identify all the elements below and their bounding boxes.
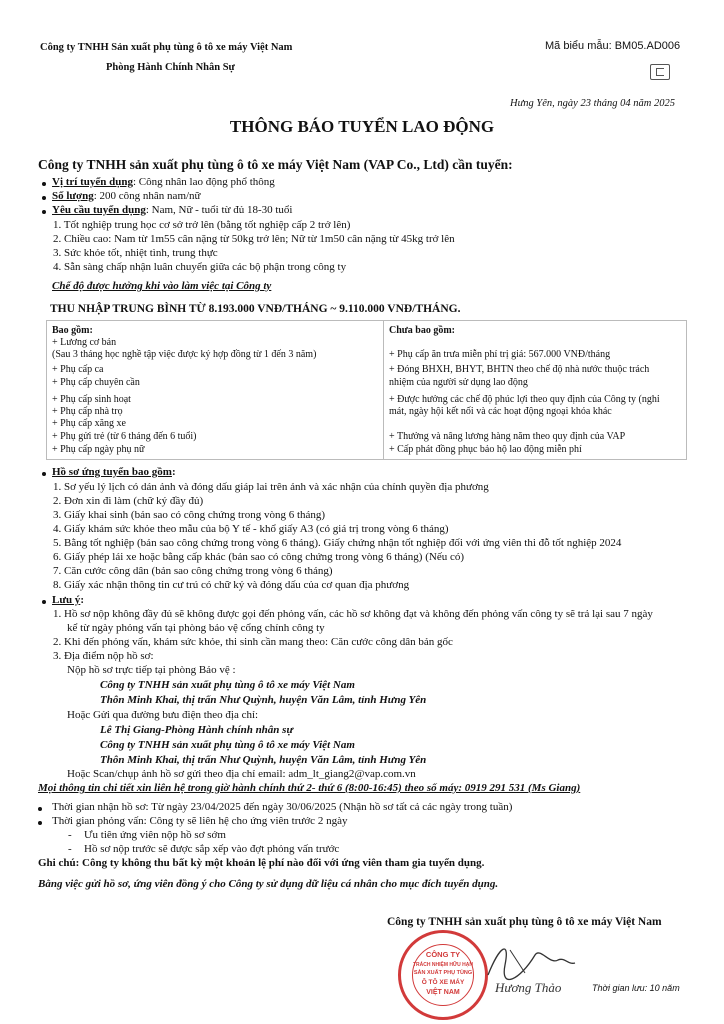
bullet-icon (42, 472, 46, 476)
quantity-line: Số lượng: 200 công nhân nam/nữ (52, 190, 201, 202)
table-cell: + Được hưởng các chế độ phúc lợi theo quy định của Công ty (nghỉ (389, 394, 660, 405)
table-cell: nhiệm của người sử dụng lao động (389, 377, 528, 388)
list-item: 3. Địa điểm nộp hồ sơ: (53, 650, 154, 662)
company-address: Thôn Minh Khai, thị trấn Như Quỳnh, huyện Văn Lâm, tỉnh Hưng Yên (100, 694, 427, 706)
table-right-header: Chưa bao gồm: (389, 325, 456, 336)
list-item: 2. Chiều cao: Nam từ 1m55 cân nặng từ 50kg trở lên; Nữ từ 1m50 cân nặng từ 45kg trở lên (53, 233, 455, 245)
documents-heading: Hồ sơ ứng tuyển bao gồm: (52, 466, 176, 478)
retention-time: Thời gian lưu: 10 năm (592, 983, 680, 993)
post-submit: Hoặc Gửi qua đường bưu điện theo địa chỉ: (67, 709, 259, 721)
fee-note: Ghi chú: Công ty không thu bất kỳ một khoản lệ phí nào đối với ứng viên tham gia tuyển dụng. (38, 857, 485, 869)
bullet-icon (42, 600, 46, 604)
list-item: 5. Bằng tốt nghiệp (bản sao công chứng trong vòng 6 tháng). Giấy chứng nhận tốt nghiệp đối với ứng viên thi đỗ tốt nghiệp 2024 (53, 537, 622, 549)
signature-scribble-icon (480, 935, 580, 985)
stamp-text: TRÁCH NHIỆM HỮU HẠN (413, 962, 473, 968)
bullet-icon (42, 210, 46, 214)
date-line: Hưng Yên, ngày 23 tháng 04 năm 2025 (510, 98, 675, 109)
bullet-icon (42, 182, 46, 186)
table-cell: + Phụ cấp chuyên cần (52, 377, 140, 388)
list-item: 3. Sức khỏe tốt, nhiệt tình, trung thực (53, 247, 218, 259)
header-company: Công ty TNHH Sản xuất phụ tùng ô tô xe máy Việt Nam (40, 42, 293, 53)
table-cell: + Cấp phát đồng phục bảo hộ lao động miễn phí (389, 444, 582, 455)
income-line: THU NHẬP TRUNG BÌNH TỪ 8.193.000 VNĐ/THÁNG ~ 9.110.000 VNĐ/THÁNG. (50, 303, 461, 315)
stamp-text: Ô TÔ XE MÁY (421, 979, 465, 986)
table-cell: + Thưởng và nâng lương hàng năm theo quy định của VAP (389, 431, 626, 442)
table-left-header: Bao gồm: (52, 325, 93, 336)
signature-company: Công ty TNHH sản xuất phụ tùng ô tô xe máy Việt Nam (387, 916, 662, 928)
form-code: Mã biểu mẫu: BM05.AD006 (545, 40, 681, 52)
bullet-icon (42, 196, 46, 200)
table-cell: + Đóng BHXH, BHYT, BHTN theo chế độ nhà nước thuộc trách (389, 364, 650, 375)
list-item: Hồ sơ nộp trước sẽ được sắp xếp vào đợt phỏng vấn trước (84, 843, 340, 855)
table-cell: + Phụ cấp ăn trưa miễn phí trị giá: 567.000 VNĐ/tháng (389, 349, 611, 360)
stamp-text: SẢN XUẤT PHỤ TÙNG (413, 970, 473, 976)
contact-person: Lê Thị Giang-Phòng Hành chính nhân sự (100, 724, 294, 736)
requirements-line: Yêu cầu tuyển dụng: Nam, Nữ - tuổi từ đủ 18-30 tuổi (52, 204, 293, 216)
list-item: 4. Giấy khám sức khỏe theo mẫu của bộ Y tế - khổ giấy A3 (có giá trị trong vòng 6 tháng) (53, 523, 449, 535)
header-department: Phòng Hành Chính Nhân Sự (106, 62, 235, 73)
interview-time: Thời gian phỏng vấn: Công ty sẽ liên hệ cho ứng viên trước 2 ngày (52, 815, 348, 827)
company-address: Thôn Minh Khai, thị trấn Như Quỳnh, huyện Văn Lâm, tỉnh Hưng Yên (100, 754, 427, 766)
benefits-heading: Chế độ được hưởng khi vào làm việc tại Công ty (52, 280, 272, 292)
signer-name: Hương Thảo (495, 980, 562, 995)
list-item: 2. Đơn xin đi làm (chữ ký đầy đủ) (53, 495, 204, 507)
company-name: Công ty TNHH sản xuất phụ tùng ô tô xe máy Việt Nam (100, 739, 355, 751)
list-item: 8. Giấy xác nhận thông tin cư trú có chữ ký và đóng dấu của cơ quan địa phương (53, 579, 410, 591)
table-cell: + Phụ gửi trẻ (từ 6 tháng đến 6 tuổi) (52, 431, 197, 442)
table-cell: + Phụ cấp ca (52, 364, 104, 375)
table-cell: (Sau 3 tháng học nghề tập việc được ký hợp đồng từ 1 đến 3 năm) (52, 349, 317, 360)
list-item: 1. Hồ sơ nộp không đầy đủ sẽ không được gọi đến phỏng vấn, các hồ sơ không đạt và không đến phỏng vấn công ty sẽ trả lại sau 7 ngày (53, 608, 653, 620)
table-cell: + Phụ cấp sinh hoạt (52, 394, 131, 405)
stamp-text: CÔNG TY (425, 950, 461, 959)
email-line: Hoặc Scan/chụp ảnh hồ sơ gửi theo địa chỉ email: adm_lt_giang2@vap.com.vn (67, 768, 416, 780)
intro-line: Công ty TNHH sản xuất phụ tùng ô tô xe máy Việt Nam (VAP Co., Ltd) cần tuyển: (38, 157, 513, 172)
receive-time: Thời gian nhận hồ sơ: Từ ngày 23/04/2025 đến ngày 30/06/2025 (Nhận hồ sơ tất cả các ngày trong tuần) (52, 801, 513, 813)
dash-icon: - (68, 843, 72, 855)
page-title: THÔNG BÁO TUYỂN LAO ĐỘNG (229, 117, 495, 136)
list-item: kể từ ngày phỏng vấn tại phòng bảo vệ cổng chính công ty (67, 622, 325, 634)
stamp-text: VIỆT NAM (426, 989, 460, 996)
list-item: 1. Tốt nghiệp trung học cơ sở trở lên (bằng tốt nghiệp cấp 2 trở lên) (53, 219, 351, 231)
consent-note: Bằng việc gửi hồ sơ, ứng viên đồng ý cho Công ty sử dụng dữ liệu cá nhân cho mục đích tuyển dụng. (38, 878, 499, 890)
direct-submit: Nộp hồ sơ trực tiếp tại phòng Bảo vệ : (67, 664, 236, 676)
list-item: 7. Căn cước công dân (bản sao công chứng trong vòng 6 tháng) (53, 565, 333, 577)
list-item: 6. Giấy phép lái xe hoặc bằng cấp khác (bản sao có công chứng trong vòng 6 tháng) (Nếu có) (53, 551, 464, 563)
company-name: Công ty TNHH sản xuất phụ tùng ô tô xe máy Việt Nam (100, 679, 355, 691)
company-logo-icon (650, 64, 670, 80)
table-cell: + Phụ cấp ngày phụ nữ (52, 444, 145, 455)
list-item: 3. Giấy khai sinh (bản sao có công chứng trong vòng 6 tháng) (53, 509, 326, 521)
notes-heading: Lưu ý: (52, 594, 84, 606)
list-item: 1. Sơ yếu lý lịch có dán ảnh và đóng dấu giáp lai trên ảnh và xác nhận của chính quyền địa phương (53, 481, 489, 493)
bullet-icon (38, 807, 42, 811)
position-line: Vị trí tuyển dụng: Công nhân lao động phổ thông (52, 176, 275, 188)
bullet-icon (38, 821, 42, 825)
dash-icon: - (68, 829, 72, 841)
table-cell: + Phụ cấp xăng xe (52, 418, 126, 429)
list-item: Ưu tiên ứng viên nộp hồ sơ sớm (84, 829, 226, 841)
table-cell: + Phụ cấp nhà trọ (52, 406, 123, 417)
contact-line: Mọi thông tin chi tiết xin liên hệ trong giờ hành chính thứ 2- thứ 6 (8:00-16:45) theo số máy: 0919 291 531 (Ms Giang) (38, 782, 581, 794)
list-item: 4. Sẵn sàng chấp nhận luân chuyển giữa các bộ phận trong công ty (53, 261, 347, 273)
table-cell: mát, ngày hội kết nối và các hoạt động ngoại khóa khác (389, 406, 612, 417)
list-item: 2. Khi đến phỏng vấn, khám sức khỏe, thi sinh cần mang theo: Căn cước công dân bản gốc (53, 636, 453, 648)
table-divider (383, 320, 384, 460)
table-cell: + Lương cơ bản (52, 337, 117, 348)
